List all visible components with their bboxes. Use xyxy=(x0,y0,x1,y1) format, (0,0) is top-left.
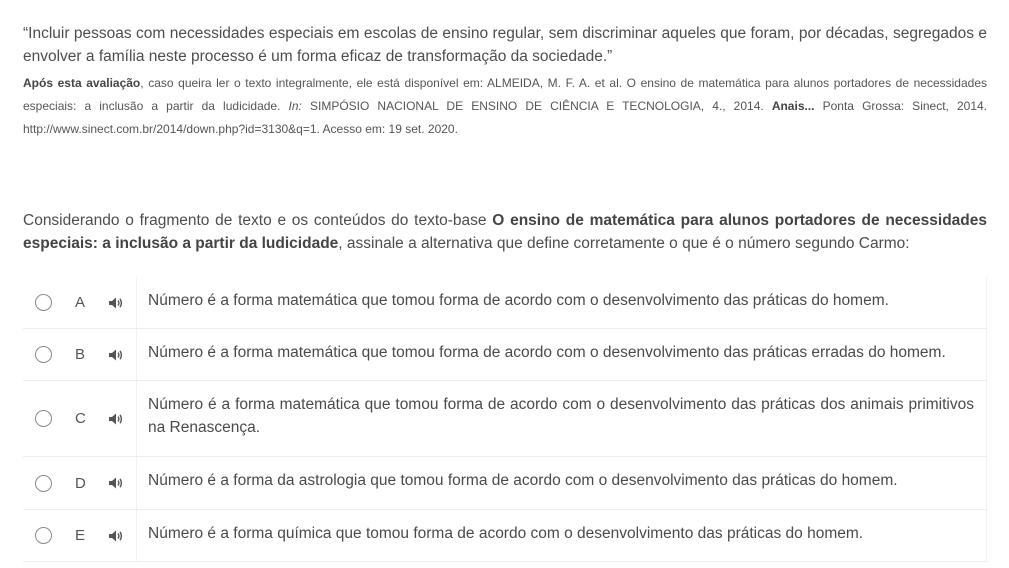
speaker-icon[interactable] xyxy=(108,412,124,426)
option-e-letter: E xyxy=(75,527,86,544)
answer-options xyxy=(23,277,987,562)
option-a-text: Número é a forma matemática que tomou forma de acordo com o desenvolvimento das práticas do homem. xyxy=(136,277,987,328)
option-b-text: Número é a forma matemática que tomou forma de acordo com o desenvolvimento das práticas erradas do homem. xyxy=(136,329,987,380)
question-bold-title: O ensino de matemática para alunos portadores de necessidades especiais: a inclusão a partir da ludicidade xyxy=(23,212,987,252)
reference-lead: Após esta avaliação xyxy=(23,76,141,90)
radio-unchecked-icon[interactable] xyxy=(35,410,52,427)
reference-in-label: In: xyxy=(288,99,302,113)
option-c[interactable] xyxy=(23,381,987,457)
option-a-controls xyxy=(23,277,136,328)
option-c-text: Número é a forma matemática que tomou forma de acordo com o desenvolvimento das práticas dos animais primitivos na Renascença. xyxy=(136,381,987,456)
speaker-icon[interactable] xyxy=(108,476,124,490)
speaker-icon[interactable] xyxy=(108,529,124,543)
question-statement xyxy=(23,209,987,255)
question-part1: Considerando o fragmento de texto e os conteúdos do texto-base xyxy=(23,212,493,229)
reference-part2: SIMPÓSIO NACIONAL DE ENSINO DE CIÊNCIA E TECNOLOGIA, 4., 2014. xyxy=(301,99,772,113)
option-b-letter: B xyxy=(75,346,86,363)
speaker-icon[interactable] xyxy=(108,296,124,310)
option-e[interactable] xyxy=(23,510,987,562)
option-d-controls xyxy=(23,457,136,509)
option-a[interactable] xyxy=(23,277,987,329)
quote-paragraph xyxy=(23,22,987,68)
reference-anais: Anais... xyxy=(771,99,815,113)
option-e-controls xyxy=(23,510,136,561)
radio-unchecked-icon[interactable] xyxy=(35,294,52,311)
option-b[interactable] xyxy=(23,329,987,381)
option-d[interactable] xyxy=(23,457,987,510)
question-part2: , assinale a alternativa que define corretamente o que é o número segundo Carmo: xyxy=(338,235,910,252)
radio-unchecked-icon[interactable] xyxy=(35,475,52,492)
radio-unchecked-icon[interactable] xyxy=(35,346,52,363)
option-e-text: Número é a forma química que tomou forma de acordo com o desenvolvimento das práticas do homem. xyxy=(136,510,987,561)
quote-text: “Incluir pessoas com necessidades especiais em escolas de ensino regular, sem discriminar aqueles que foram, por décadas, segregados e envolver a família neste processo é um forma eficaz de transformação da sociedade.” xyxy=(23,25,987,65)
option-a-letter: A xyxy=(75,294,86,311)
reference-part3: Ponta Grossa: Sinect, 2014. http://www.sinect.com.br/2014/down.php?id=3130&q=1. Acesso em: 19 set. 2020. xyxy=(23,99,988,136)
radio-unchecked-icon[interactable] xyxy=(35,527,52,544)
option-d-letter: D xyxy=(75,474,86,492)
option-b-controls xyxy=(23,329,136,380)
option-c-controls xyxy=(23,381,136,456)
speaker-icon[interactable] xyxy=(108,348,124,362)
option-c-letter: C xyxy=(75,410,86,427)
option-d-text: Número é a forma da astrologia que tomou forma de acordo com o desenvolvimento das práticas do homem. xyxy=(136,457,987,509)
reference-paragraph xyxy=(23,72,987,141)
reference-part1: , caso queira ler o texto integralmente, ele está disponível em: ALMEIDA, M. F. A. et al. O ensino de matemática para alunos portadores de necessidades especiais: a inclusão a partir da ludicidade. xyxy=(23,76,988,113)
